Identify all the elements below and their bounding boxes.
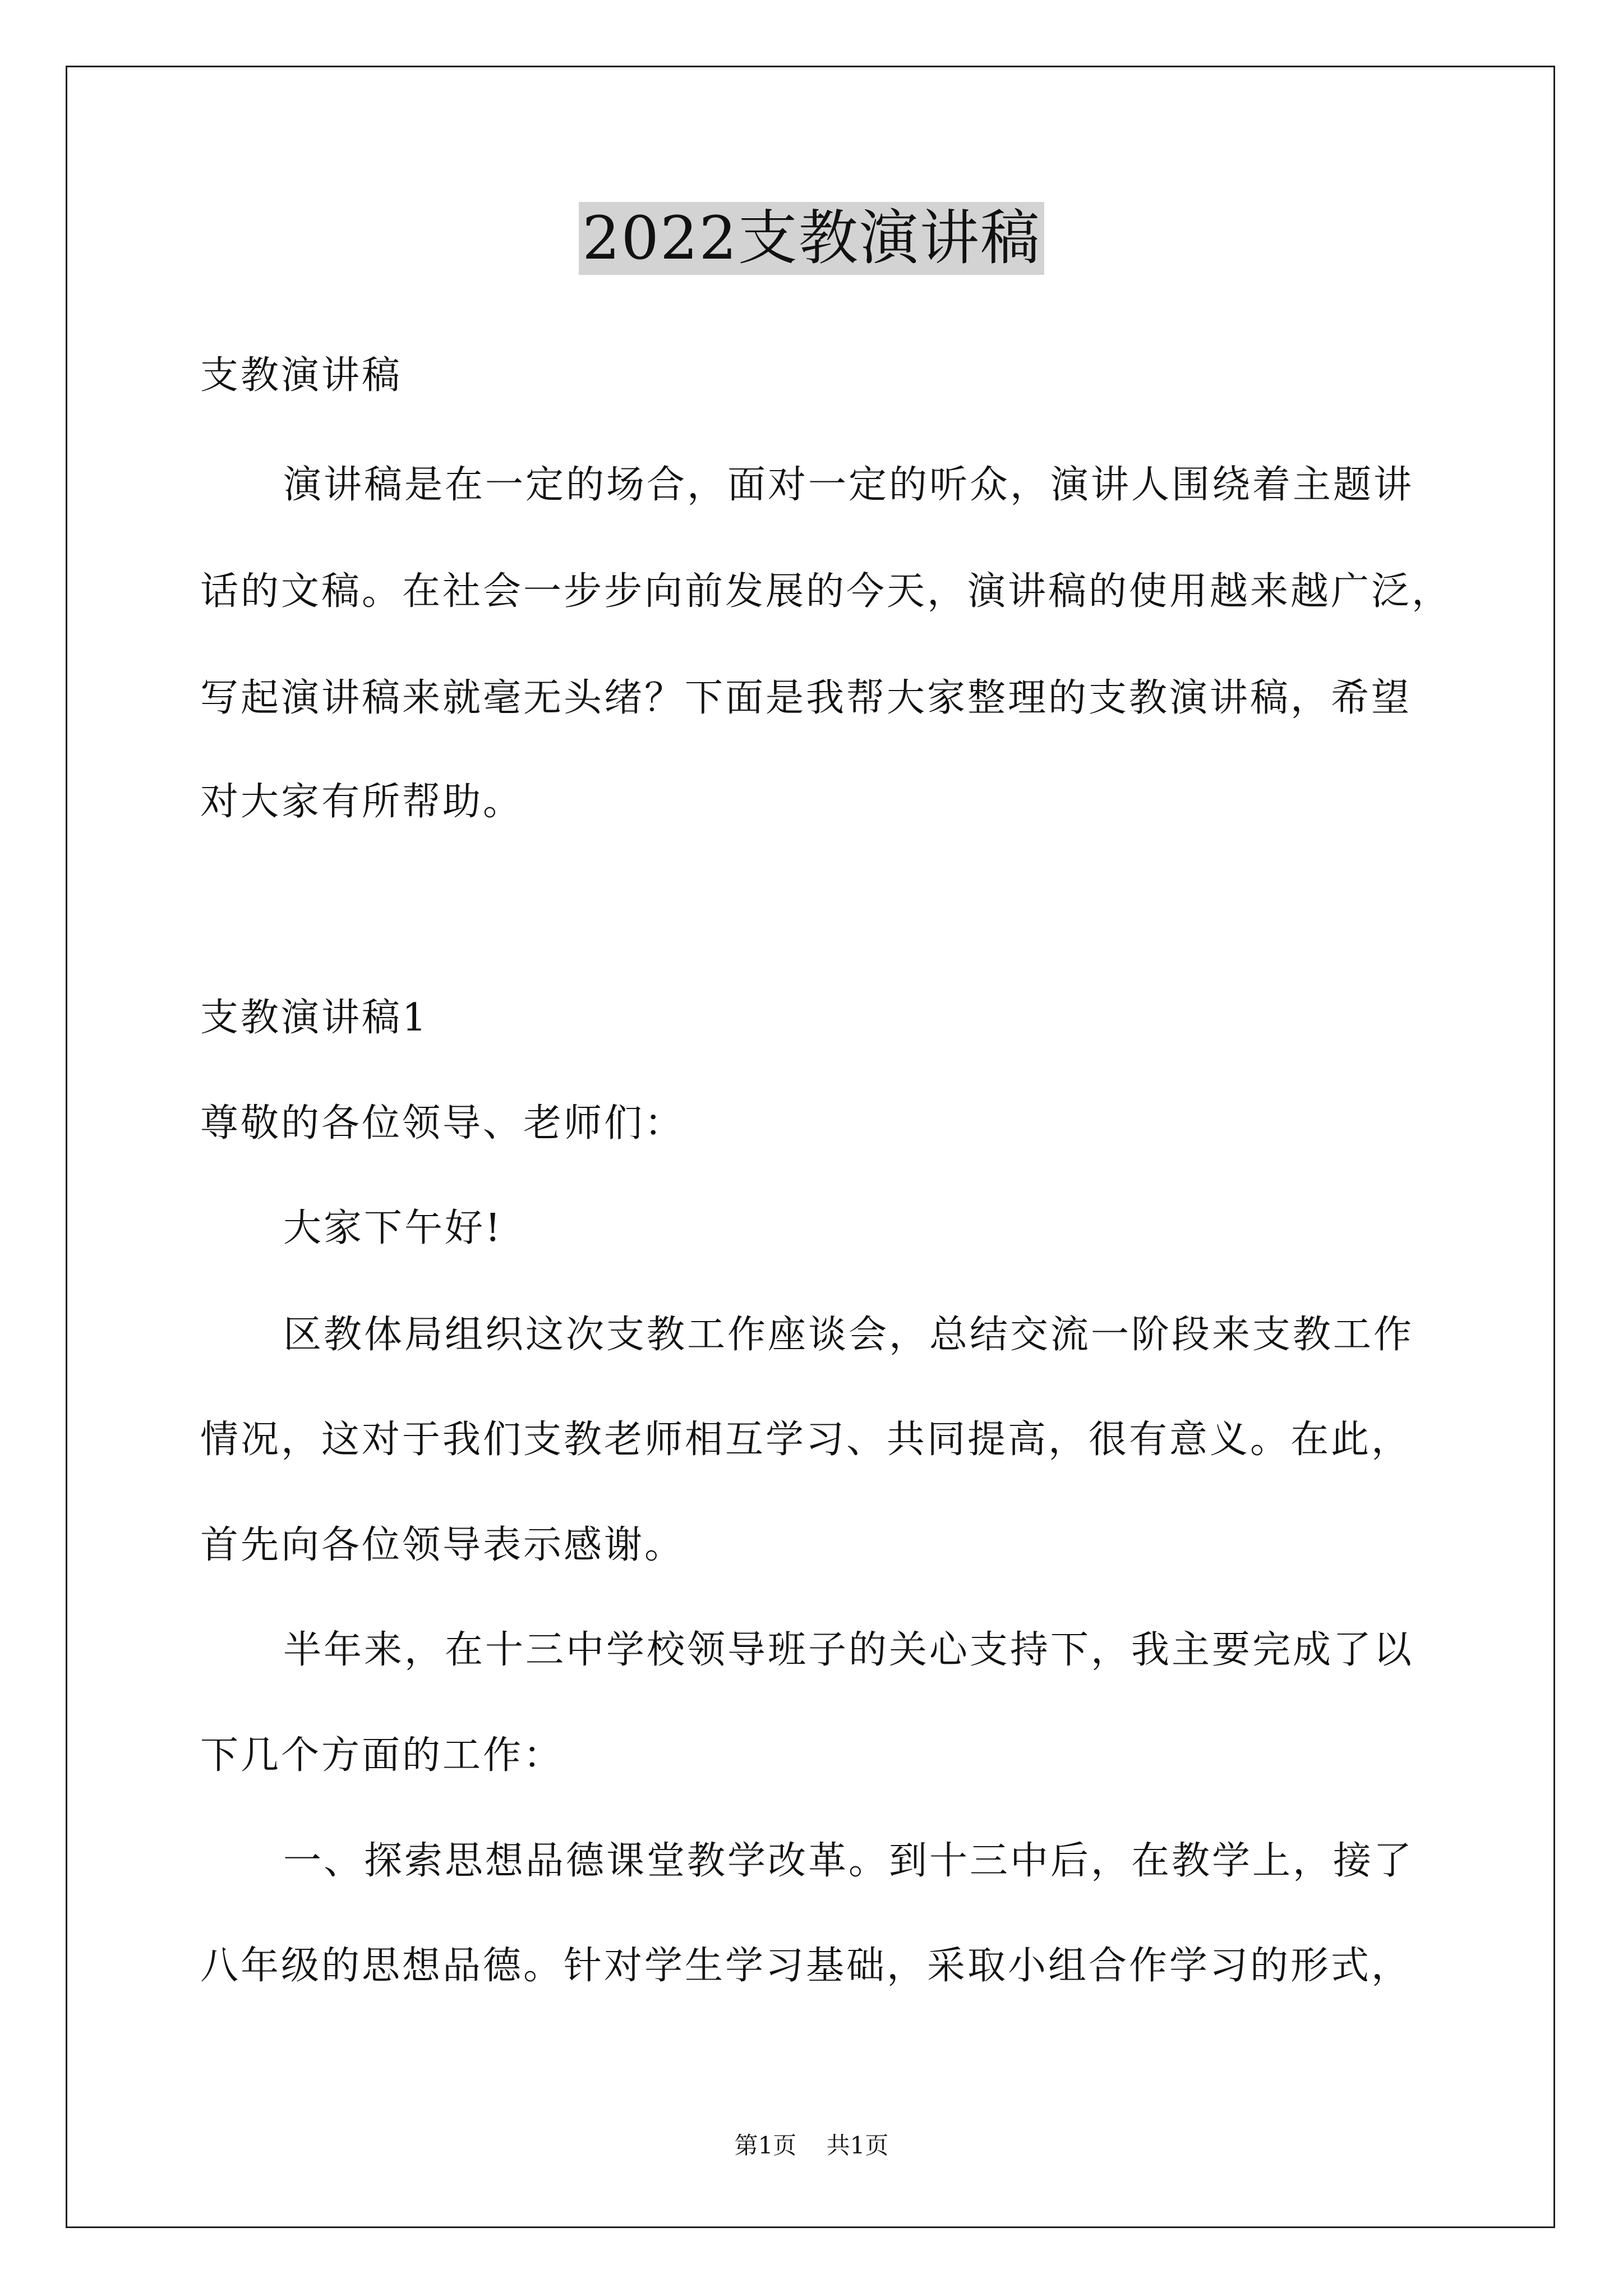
- subtitle: 支教演讲稿: [200, 353, 403, 398]
- paragraph-line: 八年级的思想品德。针对学生学习基础，采取小组合作学习的形式，: [200, 1944, 1412, 1988]
- document-title: 2022支教演讲稿: [579, 202, 1044, 275]
- paragraph-line: 首先向各位领导表示感谢。: [200, 1523, 685, 1567]
- greeting: 大家下午好!: [283, 1206, 503, 1250]
- paragraph-line: 下几个方面的工作：: [200, 1733, 564, 1778]
- page-number: 第1页: [734, 2132, 797, 2159]
- paragraph-line: 情况，这对于我们支教老师相互学习、共同提高，很有意义。在此，: [200, 1418, 1412, 1462]
- section-heading: 支教演讲稿1: [200, 996, 429, 1040]
- paragraph-line: 半年来，在十三中学校领导班子的关心支持下，我主要完成了以: [283, 1628, 1414, 1672]
- intro-line: 对大家有所帮助。: [200, 780, 524, 824]
- salutation: 尊敬的各位领导、老师们：: [200, 1101, 685, 1145]
- intro-line: 话的文稿。在社会一步步向前发展的今天，演讲稿的使用越来越广泛，: [200, 569, 1453, 614]
- intro-line: 演讲稿是在一定的场合，面对一定的听众，演讲人围绕着主题讲: [283, 463, 1414, 507]
- page-footer: [0, 2129, 1623, 2162]
- page-total: 共1页: [826, 2132, 889, 2159]
- paragraph-line: 区教体局组织这次支教工作座谈会，总结交流一阶段来支教工作: [283, 1313, 1414, 1357]
- intro-line: 写起演讲稿来就毫无头绪？下面是我帮大家整理的支教演讲稿，希望: [200, 676, 1412, 720]
- paragraph-line: 一、探索思想品德课堂教学改革。到十三中后，在教学上，接了: [283, 1839, 1414, 1883]
- title-container: [0, 202, 1623, 275]
